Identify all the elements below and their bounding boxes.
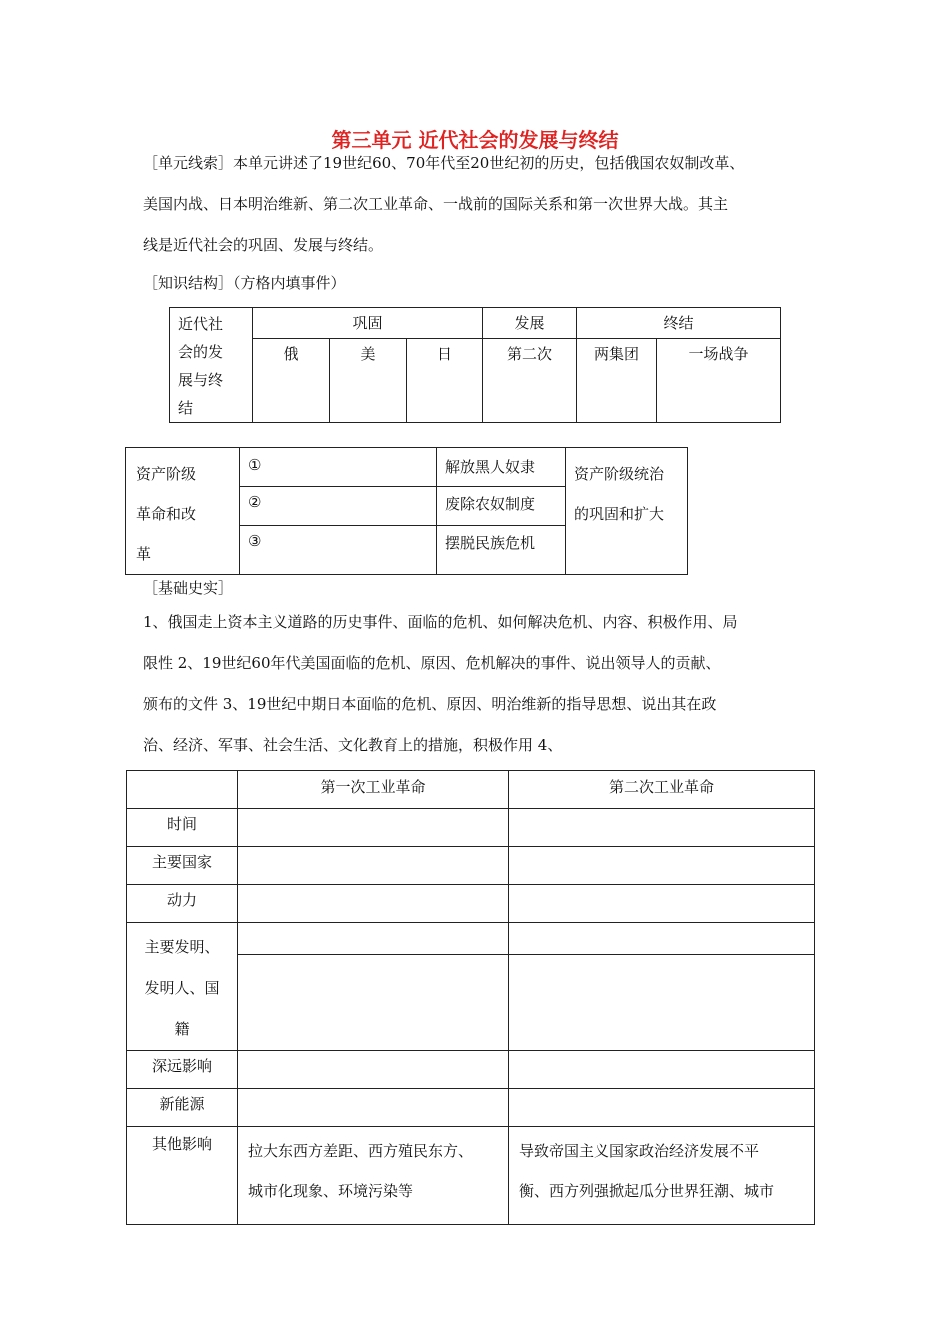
col-cell[interactable]: 一场战争	[657, 338, 781, 422]
col-cell[interactable]: 第二次	[483, 338, 577, 422]
basics-text	[143, 602, 815, 766]
event-cell: 废除农奴制度	[437, 486, 566, 525]
text-line: 结	[178, 399, 194, 417]
input-cell[interactable]	[238, 923, 509, 955]
input-cell[interactable]	[509, 809, 815, 847]
text-line: 主要发明、	[144, 938, 220, 956]
event-cell: 摆脱民族危机	[437, 525, 566, 574]
intro-line: 线是近代社会的巩固、发展与终结。	[143, 236, 384, 254]
basics-heading: ［基础史实］	[143, 579, 234, 597]
intro-line: ［单元线索］本单元讲述了19世纪60、70年代至20世纪初的历史，包括俄国农奴制改革、	[143, 154, 745, 172]
text-line: 城市化现象、环境污染等	[248, 1182, 414, 1200]
input-cell[interactable]	[238, 885, 509, 923]
input-cell[interactable]	[238, 809, 509, 847]
text-line: 籍	[174, 1020, 190, 1038]
basics-line: 限性 2、19世纪60年代美国面临的危机、原因、危机解决的事件、说出领导人的贡献、	[143, 654, 721, 672]
row-label: 深远影响	[127, 1051, 238, 1089]
text-line: 革命和改	[136, 505, 197, 523]
other-second-cell	[509, 1127, 815, 1225]
row-label	[127, 923, 238, 1051]
input-cell[interactable]	[238, 1051, 509, 1089]
text-line: 发明人、国	[144, 979, 220, 997]
text-line: 展与终	[178, 371, 224, 389]
text-line: 革	[136, 545, 152, 563]
input-cell[interactable]	[509, 847, 815, 885]
group-header: 巩固	[253, 308, 483, 339]
basics-line: 1、俄国走上资本主义道路的历史事件、面临的危机、如何解决危机、内容、积极作用、局	[143, 613, 738, 631]
header-cell: 第二次工业革命	[509, 771, 815, 809]
group-header: 发展	[483, 308, 577, 339]
input-cell[interactable]	[509, 955, 815, 1051]
answer-cell[interactable]: ③	[240, 525, 437, 574]
text-line: 导致帝国主义国家政治经济发展不平	[519, 1142, 760, 1160]
col-cell[interactable]: 俄	[253, 338, 330, 422]
col-cell[interactable]: 日	[407, 338, 483, 422]
row-label: 动力	[127, 885, 238, 923]
structure-heading: ［知识结构］（方格内填事件）	[143, 274, 346, 292]
input-cell[interactable]	[238, 847, 509, 885]
row-label: 时间	[127, 809, 238, 847]
col-cell[interactable]: 美	[330, 338, 407, 422]
input-cell[interactable]	[509, 885, 815, 923]
input-cell[interactable]	[509, 1051, 815, 1089]
other-first-cell	[238, 1127, 509, 1225]
revolution-table	[125, 447, 688, 575]
basics-line: 颁布的文件 3、19世纪中期日本面临的危机、原因、明治维新的指导思想、说出其在政	[143, 695, 717, 713]
answer-cell[interactable]: ②	[240, 486, 437, 525]
revolution-label	[126, 448, 240, 575]
col-cell[interactable]: 两集团	[577, 338, 657, 422]
text-line: 资产阶级统治	[574, 465, 665, 483]
header-cell: 第一次工业革命	[238, 771, 509, 809]
answer-cell[interactable]: ①	[240, 448, 437, 487]
row-header-cell	[170, 308, 253, 423]
page-title: 第三单元 近代社会的发展与终结	[331, 128, 619, 152]
text-line: 近代社	[178, 315, 224, 333]
group-header: 终结	[577, 308, 781, 339]
text-line: 衡、西方列强掀起瓜分世界狂潮、城市	[519, 1182, 775, 1200]
corner-cell	[127, 771, 238, 809]
text-line: 的巩固和扩大	[574, 505, 665, 523]
text-line: 拉大东西方差距、西方殖民东方、	[248, 1142, 474, 1160]
industrial-table	[126, 770, 815, 1225]
text-line: 资产阶级	[136, 465, 197, 483]
input-cell[interactable]	[509, 1089, 815, 1127]
input-cell[interactable]	[509, 923, 815, 955]
text-line: 会的发	[178, 343, 224, 361]
unit-intro	[143, 143, 815, 266]
basics-line: 治、经济、军事、社会生活、文化教育上的措施，积极作用 4、	[143, 736, 563, 754]
result-cell	[566, 448, 688, 575]
row-label: 新能源	[127, 1089, 238, 1127]
row-label: 其他影响	[127, 1127, 238, 1225]
input-cell[interactable]	[238, 1089, 509, 1127]
structure-table	[169, 307, 781, 423]
event-cell: 解放黑人奴隶	[437, 448, 566, 487]
input-cell[interactable]	[238, 955, 509, 1051]
intro-line: 美国内战、日本明治维新、第二次工业革命、一战前的国际关系和第一次世界大战。其主	[143, 195, 729, 213]
row-label: 主要国家	[127, 847, 238, 885]
